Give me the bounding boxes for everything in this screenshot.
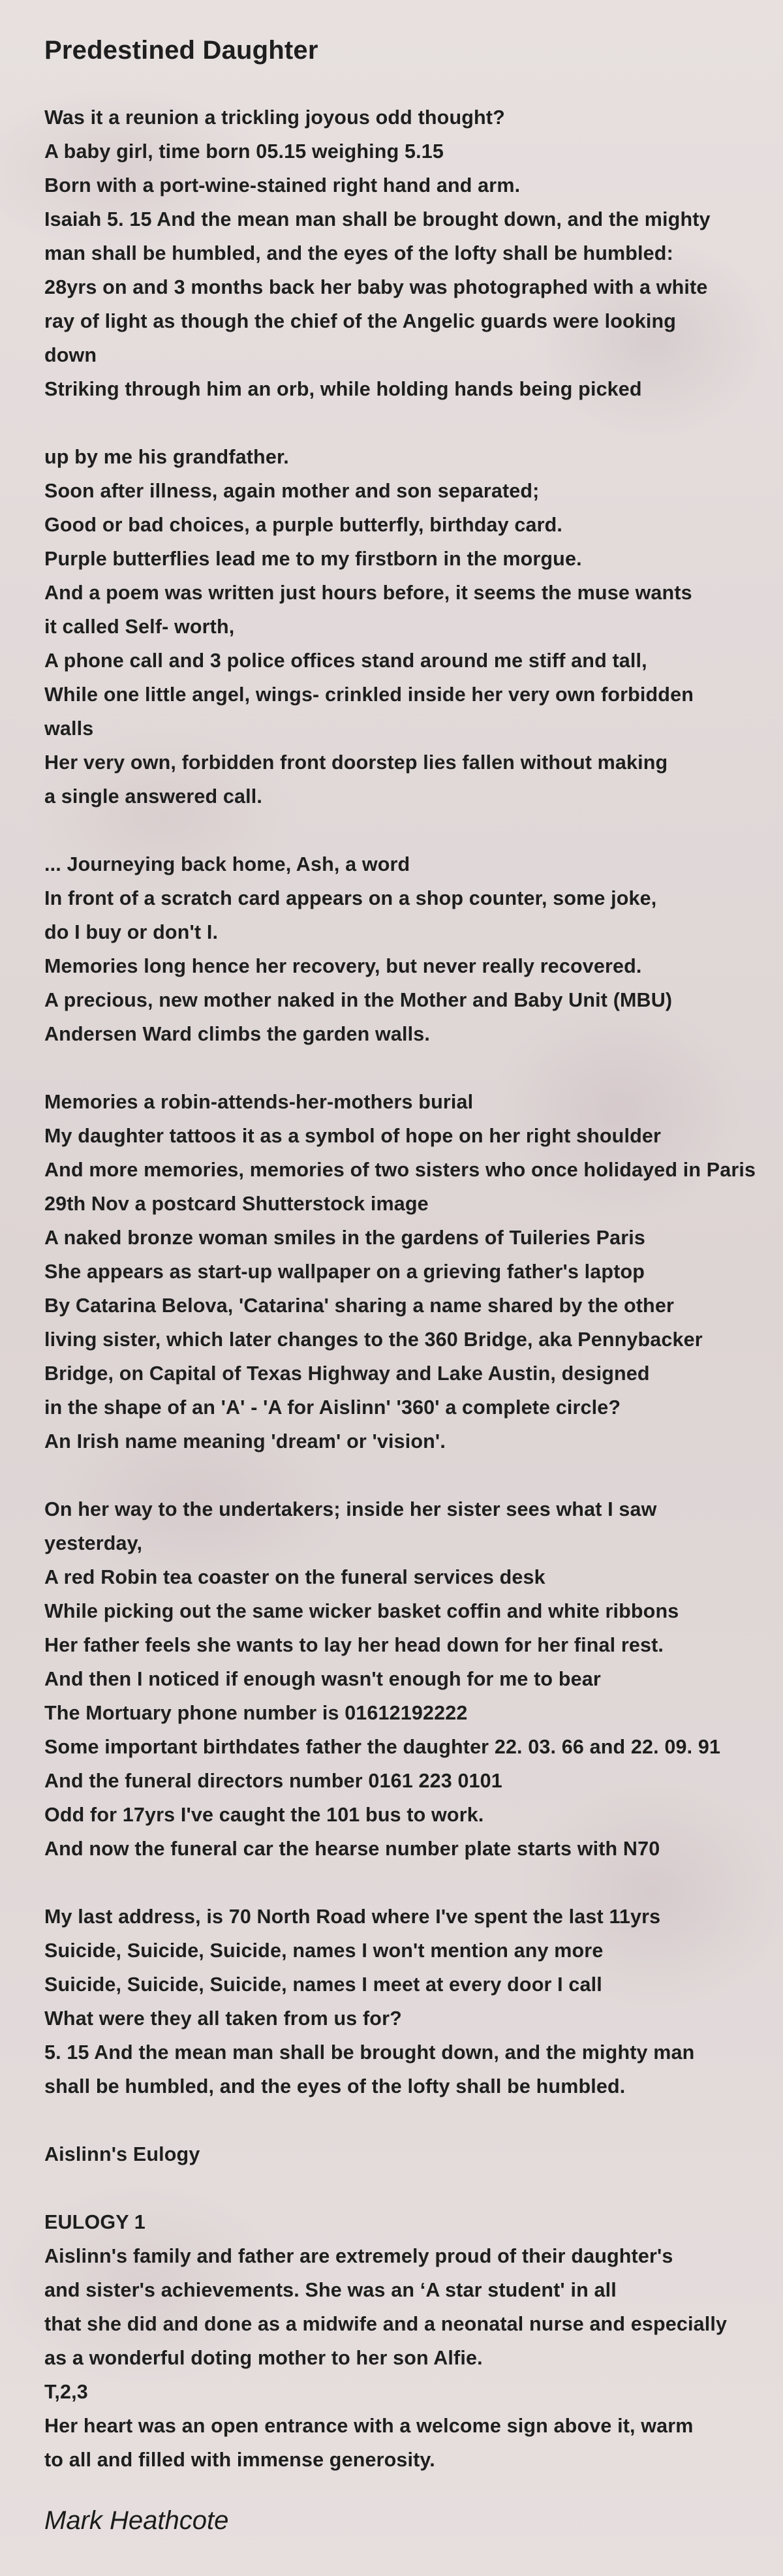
stanza-break — [44, 2171, 775, 2205]
poem-line: Born with a port-wine-stained right hand and arm. — [44, 174, 521, 196]
stanza-break — [44, 1458, 775, 1492]
poem-line: Good or bad choices, a purple butterfly, birthday card. — [44, 514, 563, 536]
poem-line: ... Journeying back home, Ash, a word — [44, 853, 410, 875]
poem-line: Striking through him an orb, while holding hands being picked — [44, 378, 642, 400]
poem-line: A baby girl, time born 05.15 weighing 5.15 — [44, 140, 444, 163]
poem-line: shall be humbled, and the eyes of the lofty shall be humbled. — [44, 2075, 626, 2097]
poem-line: Aislinn's Eulogy — [44, 2143, 200, 2165]
poem-line: On her way to the undertakers; inside her sister sees what I saw — [44, 1498, 657, 1520]
stanza-break — [44, 2103, 775, 2137]
poem-line: and sister's achievements. She was an ‘A star student' in all — [44, 2279, 617, 2301]
poem-line: My last address, is 70 North Road where I've spent the last 11yrs — [44, 1906, 661, 1928]
poem-line: ray of light as though the chief of the Angelic guards were looking — [44, 310, 677, 332]
poem-line: Memories a robin-attends-her-mothers burial — [44, 1091, 474, 1113]
poem-body — [44, 101, 775, 2477]
stanza-break — [44, 406, 775, 440]
poem-line: And the funeral directors number 0161 223 0101 — [44, 1770, 502, 1792]
poem-line: EULOGY 1 — [44, 2211, 146, 2233]
poem-line: 5. 15 And the mean man shall be brought down, and the mighty man — [44, 2041, 695, 2064]
poem-line: My daughter tattoos it as a symbol of hope on her right shoulder — [44, 1125, 662, 1147]
poem-line: A phone call and 3 police offices stand around me stiff and tall, — [44, 650, 647, 672]
poem-title: Predestined Daughter — [44, 36, 318, 65]
poem-line: do I buy or don't I. — [44, 921, 219, 943]
poem-line: While picking out the same wicker basket coffin and white ribbons — [44, 1600, 679, 1622]
poem-line: Isaiah 5. 15 And the mean man shall be brought down, and the mighty — [44, 208, 711, 230]
poem-line: And now the funeral car the hearse number plate starts with N70 — [44, 1838, 660, 1860]
poem-line: 28yrs on and 3 months back her baby was photographed with a white — [44, 276, 708, 298]
poem-line: And more memories, memories of two sisters who once holidayed in Paris — [44, 1159, 756, 1181]
poem-line: Bridge, on Capital of Texas Highway and Lake Austin, designed — [44, 1362, 650, 1385]
poem-line: An Irish name meaning 'dream' or 'vision'. — [44, 1430, 446, 1453]
stanza-break — [44, 1051, 775, 1085]
poem-author[interactable]: Mark Heathcote — [44, 2506, 229, 2535]
poem-line: And a poem was written just hours before, it seems the muse wants — [44, 582, 692, 604]
poem-line: walls — [44, 717, 94, 740]
poem-line: Soon after illness, again mother and son separated; — [44, 480, 540, 502]
stanza-break — [44, 813, 775, 847]
poem-line: Was it a reunion a trickling joyous odd thought? — [44, 106, 505, 129]
stanza-break — [44, 1866, 775, 1900]
poem-line: Memories long hence her recovery, but never really recovered. — [44, 955, 642, 977]
poem-line: Some important birthdates father the daughter 22. 03. 66 and 22. 09. 91 — [44, 1736, 721, 1758]
poem-line: Purple butterflies lead me to my firstborn in the morgue. — [44, 548, 582, 570]
poem-page — [44, 34, 775, 2537]
poem-line: By Catarina Belova, 'Catarina' sharing a name shared by the other — [44, 1295, 674, 1317]
poem-line: Aislinn's family and father are extremely proud of their daughter's — [44, 2245, 673, 2267]
poem-line: to all and filled with immense generosity. — [44, 2449, 435, 2471]
poem-line: as a wonderful doting mother to her son Alfie. — [44, 2347, 483, 2369]
poem-line: Suicide, Suicide, Suicide, names I won't mention any more — [44, 1940, 604, 1962]
poem-line: The Mortuary phone number is 01612192222 — [44, 1702, 468, 1724]
poem-line: What were they all taken from us for? — [44, 2007, 402, 2030]
poem-line: Andersen Ward climbs the garden walls. — [44, 1023, 430, 1045]
poem-line: Her heart was an open entrance with a welcome sign above it, warm — [44, 2415, 694, 2437]
poem-line: In front of a scratch card appears on a shop counter, some joke, — [44, 887, 657, 909]
poem-line: A naked bronze woman smiles in the gardens of Tuileries Paris — [44, 1227, 646, 1249]
poem-line: that she did and done as a midwife and a neonatal nurse and especially — [44, 2313, 728, 2335]
poem-line: Her father feels she wants to lay her head down for her final rest. — [44, 1634, 664, 1656]
poem-line: man shall be humbled, and the eyes of the lofty shall be humbled: — [44, 242, 673, 264]
poem-line: Her very own, forbidden front doorstep lies fallen without making — [44, 751, 668, 774]
poem-line: yesterday, — [44, 1532, 143, 1554]
poem-line: Suicide, Suicide, Suicide, names I meet at every door I call — [44, 1973, 602, 1996]
poem-line: down — [44, 344, 97, 366]
poem-line: A precious, new mother naked in the Mother and Baby Unit (MBU) — [44, 989, 673, 1011]
poem-line: it called Self- worth, — [44, 616, 235, 638]
poem-line: living sister, which later changes to the 360 Bridge, aka Pennybacker — [44, 1328, 703, 1351]
poem-line: 29th Nov a postcard Shutterstock image — [44, 1193, 429, 1215]
poem-line: T,2,3 — [44, 2381, 88, 2403]
poem-line: And then I noticed if enough wasn't enough for me to bear — [44, 1668, 601, 1690]
poem-line: A red Robin tea coaster on the funeral services desk — [44, 1566, 545, 1588]
poem-line: She appears as start-up wallpaper on a grieving father's laptop — [44, 1261, 645, 1283]
poem-line: Odd for 17yrs I've caught the 101 bus to work. — [44, 1804, 484, 1826]
poem-line: in the shape of an 'A' - 'A for Aislinn' '360' a complete circle? — [44, 1396, 621, 1419]
poem-line: a single answered call. — [44, 785, 263, 808]
poem-line: up by me his grandfather. — [44, 446, 289, 468]
poem-line: While one little angel, wings- crinkled inside her very own forbidden — [44, 683, 694, 706]
